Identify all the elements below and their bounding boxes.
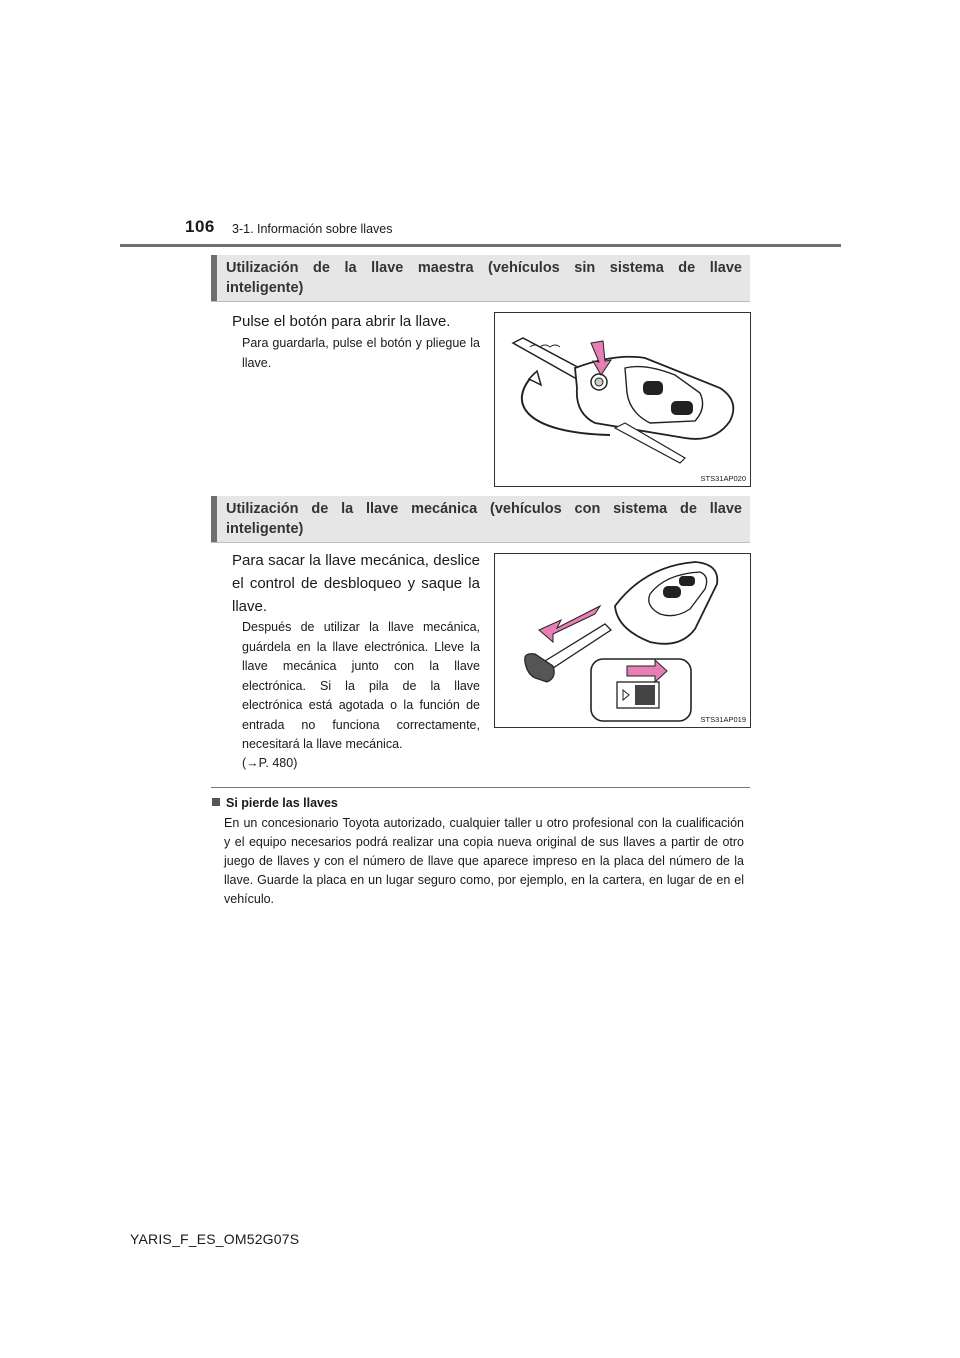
heading-mechanical-key [211,496,750,543]
figure-mechanical-key [494,553,751,728]
mechanical-key-illustration [495,554,750,727]
heading-bar [211,496,217,542]
heading-bar [211,255,217,301]
mechanical-key-note: Después de utilizar la llave mecánica, guárdela en la llave electrónica. Lleve la llave mecánica junto con la llave electrónica. Si la pila de la llave electrónica está agotada o la función de entrada no funciona correctamente, necesitará la llave mecánica. [242,620,480,751]
note-heading [212,796,338,810]
master-key-note: Para guardarla, pulse el botón y pliegue la llave. [242,336,480,370]
figure-master-key [494,312,751,487]
page-reference: (→P. 480) [242,756,298,770]
figure-code: STS31AP020 [700,474,746,483]
footer-doc-code: YARIS_F_ES_OM52G07S [130,1231,300,1247]
note-body: En un concesionario Toyota autorizado, cualquier taller u otro profesional con la cualificación y el equipo necesarios podrá realizar una copia nueva original de sus llaves a partir de otro juego de llaves y con el número de llave que aparece impreso en la placa del número de la llave. Guarde la placa en un lugar seguro como, por ejemplo, en la cartera, en lugar de en el vehículo. [224,816,744,906]
note-title-text: Si pierde las llaves [226,796,338,810]
heading-master-key-text: Utilización de la llave maestra (vehículos sin sistema de llave inteligente) [226,260,742,296]
section-title: 3-1. Información sobre llaves [232,222,393,236]
master-key-instruction: Pulse el botón para abrir la llave. [232,313,451,330]
header-divider [120,244,841,247]
page-number: 106 [185,217,215,236]
heading-master-key [211,255,750,302]
square-bullet-icon [212,798,220,806]
master-key-illustration [495,313,750,486]
mechanical-key-instruction: Para sacar la llave mecánica, deslice el control de desbloqueo y saque la llave. [232,552,480,615]
note-divider [211,787,750,788]
heading-mechanical-key-text: Utilización de la llave mecánica (vehículos con sistema de llave inteligente) [226,501,742,537]
figure-code: STS31AP019 [700,715,746,724]
